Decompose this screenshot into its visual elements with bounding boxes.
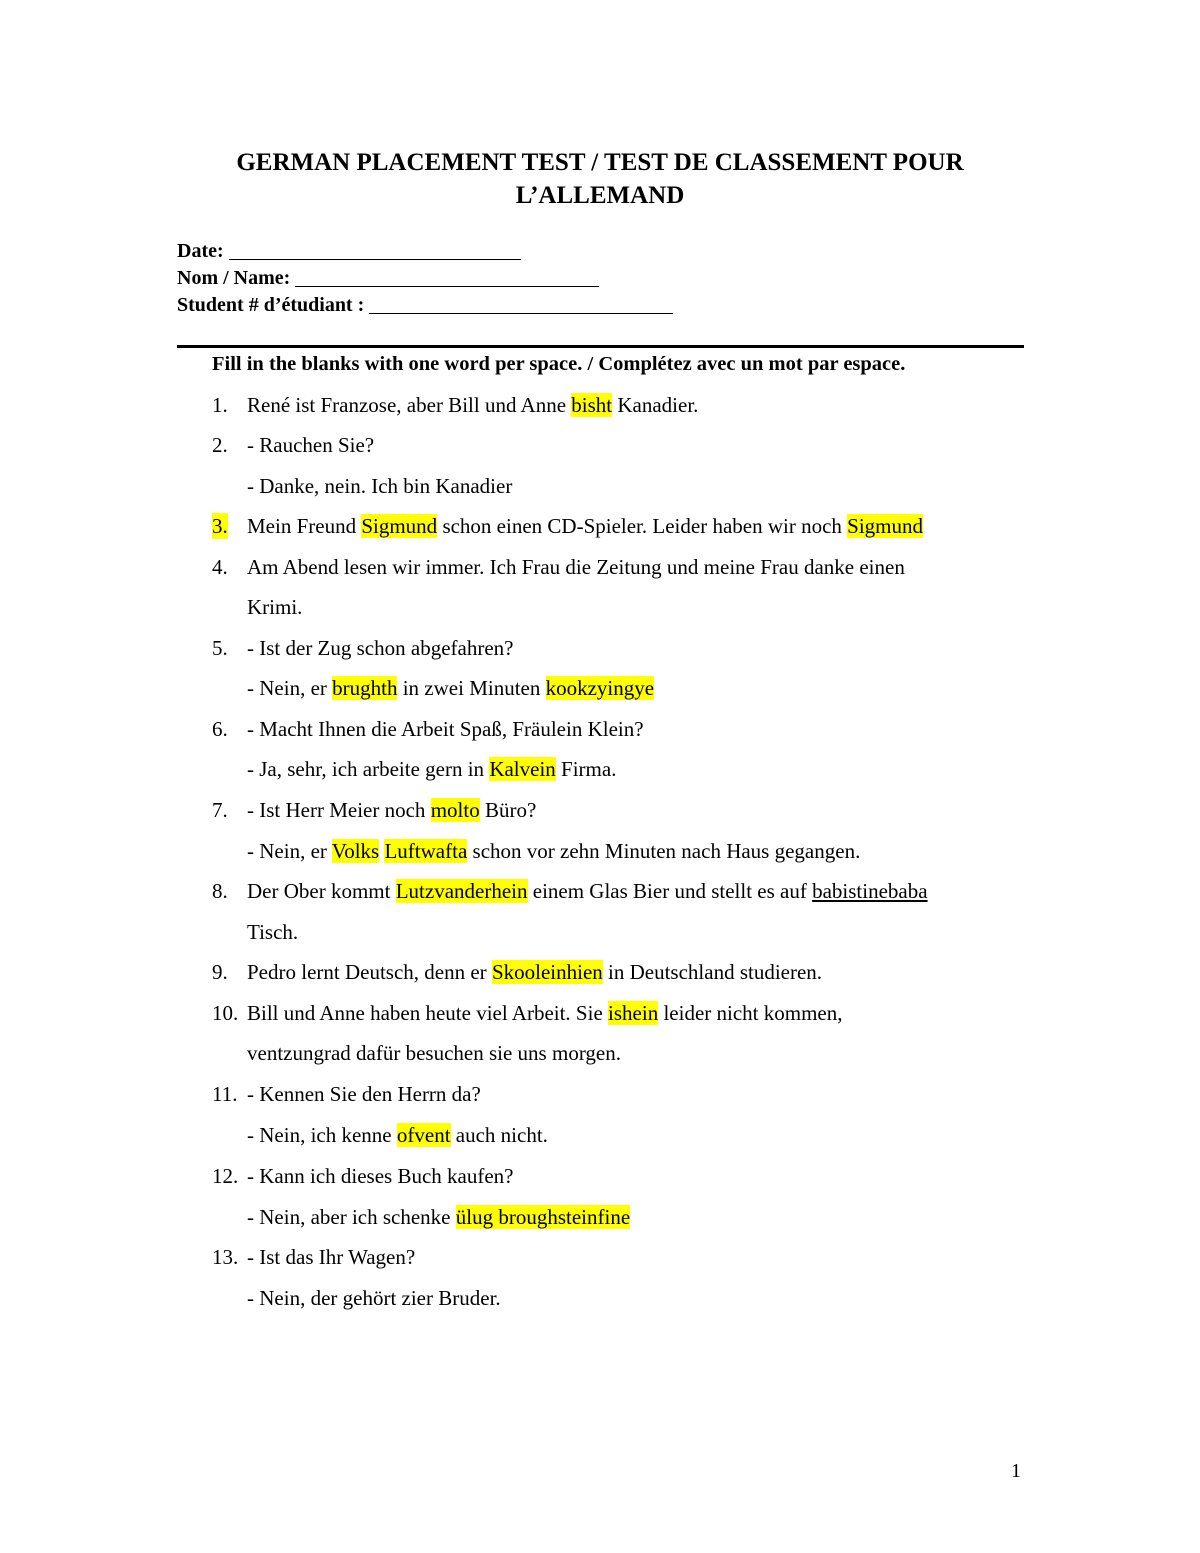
question-text: - Nein, aber ich schenke ülug broughsteinfine [247, 1205, 631, 1229]
question-text: - Nein, er Volks Luftwafta schon vor zehn Minuten nach Haus gegangen. [247, 839, 861, 863]
question-text: René ist Franzose, aber Bill und Anne bisht Kanadier. [247, 393, 699, 417]
question-text: - Macht Ihnen die Arbeit Spaß, Fräulein Klein? [247, 717, 644, 741]
question-text: - Nein, er brughth in zwei Minuten kookzyingye [247, 676, 655, 700]
question-number: 13. [212, 1245, 239, 1269]
question-number: 10. [212, 1001, 239, 1025]
question-text: Bill und Anne haben heute viel Arbeit. Sie ishein leider nicht kommen, [247, 1001, 843, 1025]
instructions: Fill in the blanks with one word per space. / Complétez avec un mot par espace. [212, 353, 906, 375]
student-info-fields [177, 238, 673, 319]
name-field [177, 265, 673, 292]
question-text: - Ist Herr Meier noch molto Büro? [247, 798, 537, 822]
question-number: 4. [212, 555, 228, 579]
highlighted-answer: bisht [571, 393, 613, 417]
student-number-field [177, 292, 673, 319]
highlighted-answer: Kalvein [489, 757, 556, 781]
question-text: - Nein, ich kenne ofvent auch nicht. [247, 1123, 548, 1147]
question-number: 5. [212, 636, 228, 660]
date-label: Date: [177, 240, 224, 262]
question-text: Krimi. [247, 595, 303, 619]
question-text: - Kann ich dieses Buch kaufen? [247, 1164, 514, 1188]
question-number: 3. [212, 514, 228, 538]
question-text: Tisch. [247, 920, 299, 944]
question-number: 9. [212, 960, 228, 984]
highlighted-answer: brughth [332, 676, 398, 700]
question-text: Der Ober kommt Lutzvanderhein einem Glas Bier und stellt es auf babistinebaba [247, 879, 928, 903]
student-number-label: Student # d’étudiant : [177, 294, 365, 316]
question-text: - Ist das Ihr Wagen? [247, 1245, 416, 1269]
highlighted-answer: Luftwafta [384, 839, 468, 863]
question-number: 11. [212, 1082, 238, 1106]
highlighted-answer: molto [430, 798, 480, 822]
page-number: 1 [1011, 1460, 1021, 1482]
question-number: 6. [212, 717, 228, 741]
date-field [177, 238, 673, 265]
question-number: 1. [212, 393, 228, 417]
highlighted-answer: ülug broughsteinfine [455, 1205, 631, 1229]
highlighted-answer: Sigmund [361, 514, 438, 538]
question-text: - Danke, nein. Ich bin Kanadier [247, 474, 513, 498]
question-text: Mein Freund Sigmund schon einen CD-Spieler. Leider haben wir noch Sigmund [247, 514, 924, 538]
name-label: Nom / Name: [177, 267, 291, 289]
question-text: Am Abend lesen wir immer. Ich Frau die Zeitung und meine Frau danke einen [247, 555, 905, 579]
student-number-blank[interactable] [369, 293, 673, 314]
question-text: - Ist der Zug schon abgefahren? [247, 636, 514, 660]
highlighted-answer: Lutzvanderhein [395, 879, 528, 903]
question-text: - Rauchen Sie? [247, 433, 375, 457]
name-blank[interactable] [295, 266, 599, 287]
question-number: 8. [212, 879, 228, 903]
question-number: 2. [212, 433, 228, 457]
date-blank[interactable] [229, 239, 521, 260]
question-text: - Ja, sehr, ich arbeite gern in Kalvein Firma. [247, 757, 617, 781]
title-line-1: GERMAN PLACEMENT TEST / TEST DE CLASSEMENT POUR [236, 149, 964, 176]
question-number: 7. [212, 798, 228, 822]
underlined-answer: babistinebaba [812, 879, 928, 903]
question-text: Pedro lernt Deutsch, denn er Skooleinhien in Deutschland studieren. [247, 960, 823, 984]
question-text: - Nein, der gehört zier Bruder. [247, 1286, 501, 1310]
highlighted-answer: kookzyingye [545, 676, 655, 700]
question-text: ventzungrad dafür besuchen sie uns morgen. [247, 1041, 622, 1065]
highlighted-answer: Skooleinhien [491, 960, 603, 984]
page-title [150, 146, 1050, 212]
horizontal-rule [177, 345, 1024, 348]
question-text: - Kennen Sie den Herrn da? [247, 1082, 481, 1106]
question-number: 12. [212, 1164, 239, 1188]
title-line-2: L’ALLEMAND [515, 182, 685, 209]
highlighted-answer: Volks [331, 839, 380, 863]
highlighted-answer: ishein [608, 1001, 659, 1025]
highlighted-answer: ofvent [396, 1123, 451, 1147]
highlighted-answer: Sigmund [847, 514, 924, 538]
